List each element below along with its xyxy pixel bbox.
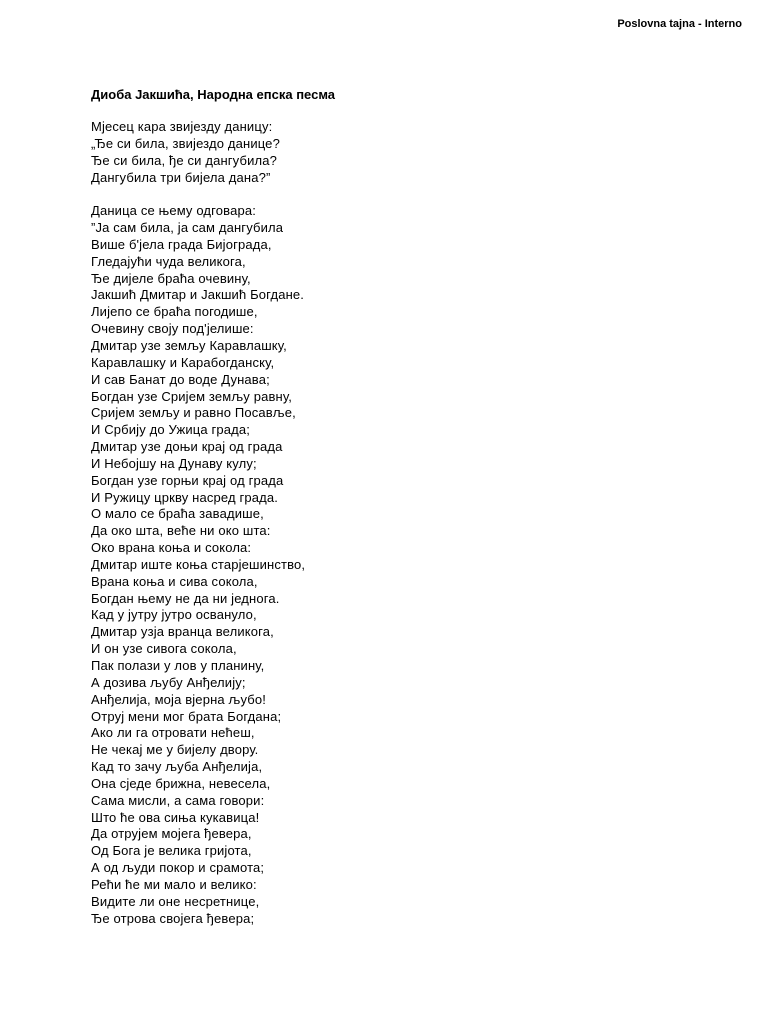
poem-line: „Ђе си била, звијездо данице?: [91, 135, 280, 151]
poem-line: ”Ја сам била, ја сам дангубила: [91, 220, 284, 236]
poem-line: Више б'јела града Бијограда,: [91, 236, 272, 252]
poem-body: [91, 119, 691, 928]
poem-line: Рећи ће ми мало и велико:: [91, 876, 257, 892]
poem-line: Сријем земљу и равно Посавље,: [91, 405, 296, 421]
poem-line: Она сједе брижна, невесела,: [91, 775, 271, 791]
poem-line: И сав Банат до воде Дунава;: [91, 371, 270, 387]
poem-line: Што ће ова сиња кукавица!: [91, 809, 260, 825]
poem-line: Сама мисли, а сама говори:: [91, 792, 265, 808]
poem-line: Кад у јутру јутро освануло,: [91, 607, 257, 623]
poem-line: Видите ли оне несретнице,: [91, 893, 260, 909]
poem-line: Врана коња и сива сокола,: [91, 573, 258, 589]
poem-line: А од људи покор и срамота;: [91, 860, 265, 876]
poem-line: Анђелија, моја вјерна љубо!: [91, 691, 267, 707]
poem-line: Пак полази у лов у планину,: [91, 658, 265, 673]
poem-line: Дмитар узја вранца великога,: [91, 624, 274, 640]
poem-line: И Ружицу цркву насред града.: [91, 489, 278, 505]
poem-line: Ђе отрова својега ђевера;: [91, 910, 255, 926]
poem-stanza: [91, 203, 691, 927]
document-title: Диоба Јакшића, Народна епска песма: [91, 87, 336, 102]
poem-line: Дангубила три бијела дана?”: [91, 169, 271, 185]
poem-line: Кад то зачу љуба Анђелија,: [91, 759, 263, 775]
poem-line: Ако ли га отровати нећеш,: [91, 725, 255, 741]
poem-line: И Србију до Ужица града;: [91, 422, 251, 438]
poem-line: Богдан њему не да ни једнога.: [91, 590, 280, 606]
poem-line: Ђе дијеле браћа очевину,: [91, 270, 251, 286]
poem-line: Отруј мени мог брата Богдана;: [91, 708, 282, 724]
poem-line: Јакшић Дмитар и Јакшић Богдане.: [91, 287, 305, 303]
poem-line: Очевину своју под'јелише:: [91, 321, 254, 337]
classification-label: Poslovna tajna - Interno: [617, 18, 742, 30]
poem-line: Лијепо се браћа погодише,: [91, 304, 258, 320]
poem-line: Од Бога је велика гријота,: [91, 843, 252, 859]
poem-line: О мало се браћа завадише,: [91, 506, 264, 522]
poem-line: Дмитар узе земљу Каравлашку,: [91, 337, 287, 353]
poem-line: Каравлашку и Карабогданску,: [91, 354, 275, 370]
poem-line: Дмитар узе доњи крај од града: [91, 439, 283, 455]
poem-line: И он узе сивога сокола,: [91, 641, 237, 657]
poem-line: Богдан узе Сријем земљу равну,: [91, 388, 292, 404]
poem-line: Дмитар иште коња старјешинство,: [91, 556, 306, 572]
poem-stanza: [91, 119, 691, 186]
poem-line: Мјесец кара звијезду даницу:: [91, 119, 273, 134]
poem-line: Не чекај ме у бијелу двору.: [91, 742, 259, 758]
poem-line: Даница се њему одговара:: [91, 203, 256, 219]
poem-line: А дозива љубу Анђелију;: [91, 674, 246, 690]
poem-line: Гледајући чуда великога,: [91, 253, 246, 269]
poem-line: И Небојшу на Дунаву кулу;: [91, 455, 257, 471]
poem-line: Богдан узе горњи крај од града: [91, 472, 284, 488]
poem-line: Око врана коња и сокола:: [91, 540, 252, 556]
poem-line: Да отрујем мојега ђевера,: [91, 826, 252, 842]
poem-line: Да око шта, веће ни око шта:: [91, 523, 271, 539]
poem-line: Ђе си била, ђе си дангубила?: [91, 152, 277, 168]
